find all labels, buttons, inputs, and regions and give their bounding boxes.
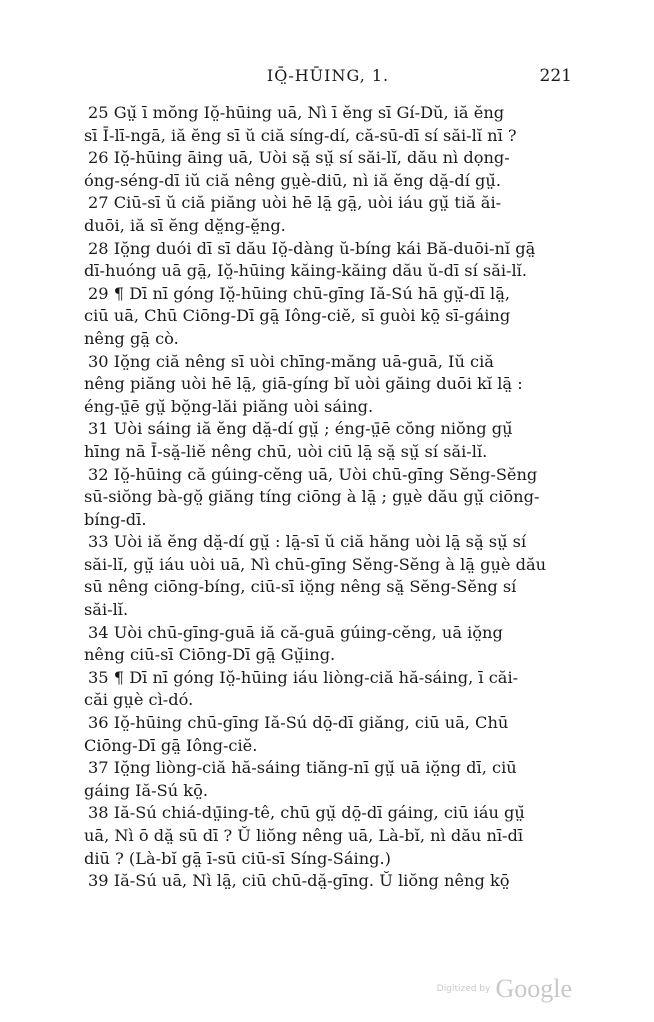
verse-37: 37 Iŏ̤ng liòng-ciă hă-sáing tiăng-nī gṳ̆ uā iŏ̤ng dī, ciū gáing Iă-Sú kō̤. xyxy=(84,758,517,800)
verse-35: 35 ¶ Dī nī góng Iŏ̤-hūing iáu liòng-ciă hă-sáing, ī căi- căi gṳè cì-dó. xyxy=(84,667,519,710)
verse-36: 36 Iŏ̤-hūing chū-gīng Iă-Sú dō̤-dī giăng, ciū uā, Chū Ciōng-Dī gā̤ Iông-ciĕ. xyxy=(84,713,509,755)
digitized-by-google-watermark xyxy=(437,974,572,1004)
page-number: 221 xyxy=(539,66,572,86)
verse-33: 33 Uòi iă ĕng dă̤-dí gṳ̆ : lā̤-sī ŭ ciă hăng uòi lā̤ să̤ sṳ̆ sí săi-lĭ, gṳ̆ iáu uòi uā, Nì chū-gīng Sĕng-Sĕng à lā̤ gṳè dău sū nêng ciōng-bíng, ciū-sī iŏ̤ng nêng să̤ Sĕng-Sĕng sí săi-lĭ. xyxy=(84,532,547,620)
verse-38: 38 Iă-Sú chiá-dṳ̄ing-tê, chū gṳ̆ dō̤-dī gáing, ciū iáu gṳ̆ uā, Nì ō dă̤ sū dī ? Ŭ liŏng nêng uā, Là-bĭ, nì dău nī-dī diū ? (Là-bĭ gā̤ ī-sū ciū-sī Síng-Sáing.) xyxy=(84,803,525,868)
verse-25: 25 Gṳ̆ ī mŏng Iŏ̤-hūing uā, Nì ī ĕng sī Gí-Dŭ, iă ĕng sī Ī-lī-ngā, iă ĕng sī ŭ ciă síng-dí, că-sū-dī sí săi-lĭ nī ? xyxy=(84,103,517,145)
verse-32: 32 Iŏ̤-hūing că gúing-cĕng uā, Uòi chū-gīng Sĕng-Sĕng sū-siŏng bà-gŏ̤ giăng tíng ciōng à lā̤ ; gṳè dău gṳ̆ ciōng- bíng-dī. xyxy=(84,464,540,529)
verse-34: 34 Uòi chū-gīng-guā iă că-guā gúing-cĕng, uā iŏ̤ng nêng ciū-sī Ciōng-Dī gā̤ Gṳ̆ing. xyxy=(84,622,503,665)
verse-39: 39 Iă-Sú uā, Nì lā̤, ciū chū-dă̤-gīng. Ŭ liŏng nêng kō̤ xyxy=(88,871,510,891)
verse-29: 29 ¶ Dī nī góng Iŏ̤-hūing chū-gīng Iă-Sú hā gṳ̆-dī lā̤, ciū uā, Chū Ciōng-Dī gā̤ Iông-ciĕ, sī guòi kō̤ sī-gáing nêng gā̤ cò. xyxy=(84,283,511,348)
google-logo: Google xyxy=(495,974,572,1003)
verse-26: 26 Iŏ̤-hūing āing uā, Uòi să̤ sṳ̆ sí săi-lĭ, dău nì dọng- óng-séng-dī iŭ ciă nêng gṳè-diū, nì iă ĕng dă̤-dí gṳ̆. xyxy=(84,148,510,190)
verse-30: 30 Iŏ̤ng ciă nêng sī uòi chīng-măng uā-guā, Iŭ ciă nêng piăng uòi hē lā̤, giā-gíng bĭ uòi găing duōi kĭ lā̤ : éng-ṳ̄ē gṳ̆ bŏ̤ng-lăi piăng uòi sáing. xyxy=(84,351,523,416)
verse-28: 28 Iŏ̤ng duói dī sī dău Iŏ̤-dàng ŭ-bíng kái Bă-duōi-nĭ gā̤ dī-huóng uā gā̤, Iŏ̤-hūing kăing-kăing dău ŭ-dī sí săi-lĭ. xyxy=(84,238,536,281)
verse-31: 31 Uòi sáing iă ĕng dă̤-dí gṳ̆ ; éng-ṳ̄ē cŏng niŏng gṳ̆ hīng nā Ī-să̤-liĕ nêng chū, uòi ciū lā̤ să̤ sṳ̆ sí săi-lĭ. xyxy=(84,419,513,461)
running-head: IŌ̤-HŪING, 1. xyxy=(266,66,390,85)
body-text xyxy=(84,102,572,893)
page-header xyxy=(84,66,572,90)
watermark-prefix: Digitized by xyxy=(436,984,491,994)
verse-27: 27 Ciū-sī ŭ ciă piăng uòi hē lā̤ gā̤, uòi iáu gṳ̆ tiă ăi- duōi, iă sī ĕng dĕ̤ng-ĕ̤ng. xyxy=(84,193,502,235)
